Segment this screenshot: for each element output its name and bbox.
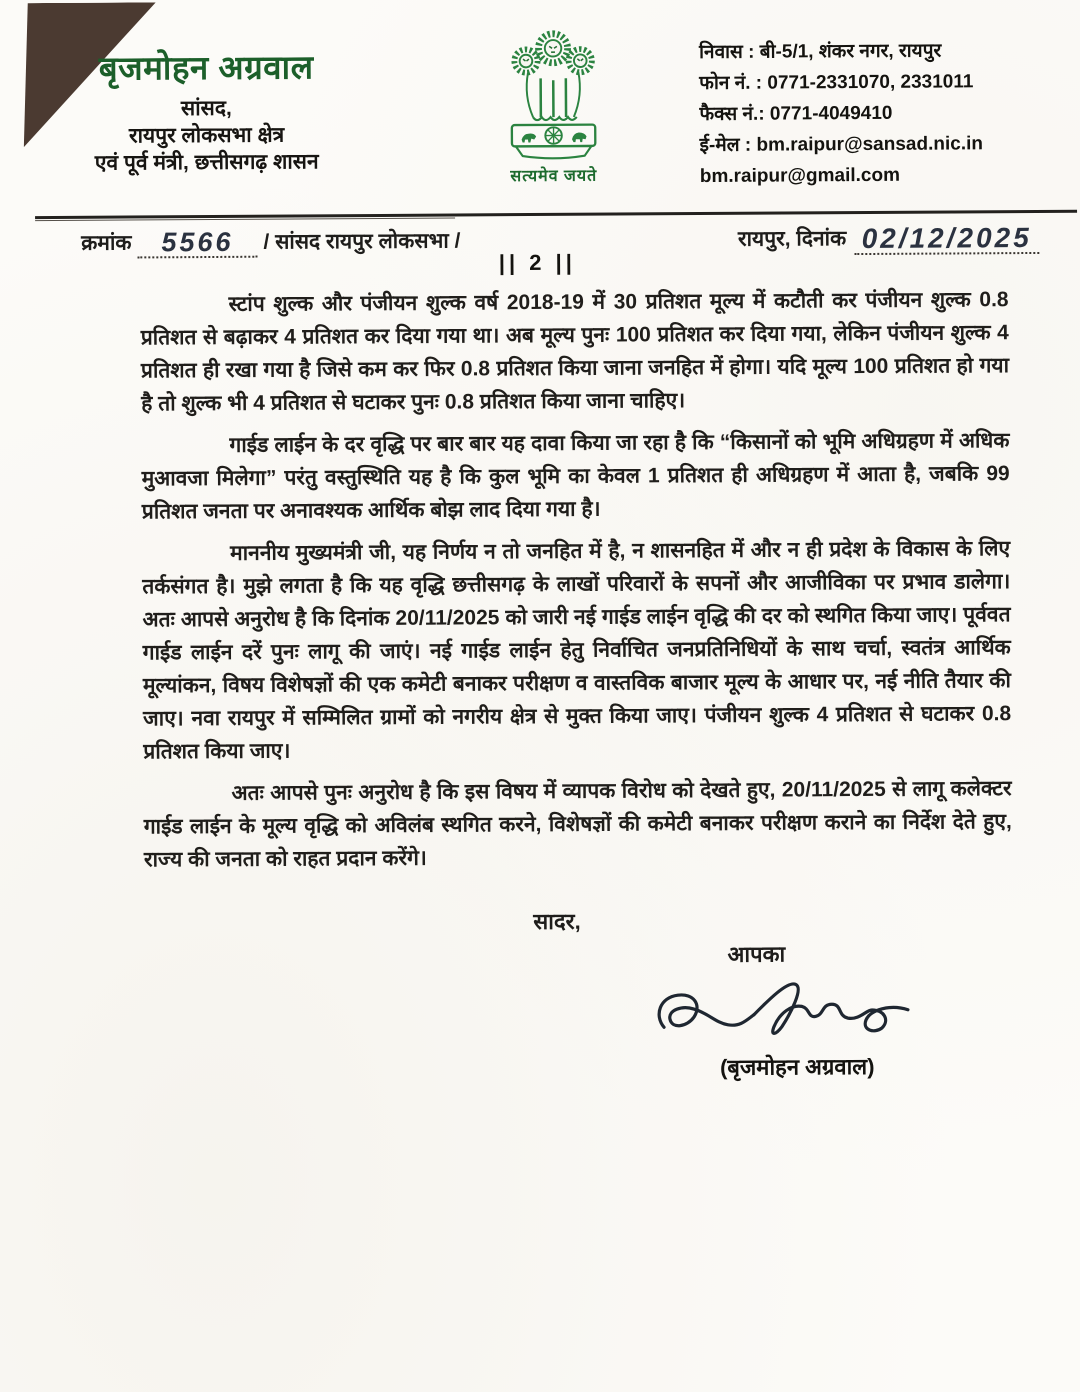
- signatory-name: (बृजमोहन अग्रवाल): [719, 1053, 875, 1080]
- place-date-label: रायपुर, दिनांक: [737, 227, 847, 251]
- reference-label: क्रमांक: [81, 231, 132, 255]
- header-divider: [35, 210, 1077, 219]
- contact-email-2: bm.raipur@gmail.com: [699, 164, 901, 188]
- reference-number-handwritten: 5566: [161, 226, 234, 258]
- national-emblem-block: [483, 21, 624, 186]
- ashoka-lion-capital-icon: [490, 22, 617, 163]
- paragraph-4: अतः आपसे पुनः अनुरोध है कि इस विषय में व्यापक विरोध को देखते हुए, 20/11/2025 से लागू कलेक्टर गाईड लाईन के मूल्य वृद्धि को अविलंब स्थगित करने, विशेषज्ञों की कमेटी बनाकर परीक्षण कराने का निर्देश देते हुए, राज्य की जनता को राहत प्रदान करेंगे।: [143, 777, 1012, 872]
- letterhead-contact-block: [699, 35, 1060, 192]
- date-handwritten: 02/12/2025: [861, 221, 1032, 255]
- letter-body: [141, 283, 1013, 885]
- letterhead-sender-block: [66, 43, 347, 177]
- contact-phone: फोन नं. : 0771-2331070, 2331011: [699, 71, 974, 95]
- paragraph-3: माननीय मुख्यमंत्री जी, यह निर्णय न तो जनहित में है, न शासनहित में और न ही प्रदेश के विकास के लिए तर्कसंगत है। मुझे लगता है कि यह वृद्धि छत्तीसगढ़ के लाखों परिवारों के सपनों और आजीविका पर प्रभाव डालेगा। अतः आपसे अनुरोध है कि दिनांक 20/11/2025 को जारी नई गाईड लाईन वृद्धि की दर को स्थगित किया जाए। पूर्ववत गाईड लाईन दरें पुनः लागू की जाएं। नई गाईड लाईन हेतु निर्वाचित जनप्रतिनिधियों के साथ चर्चा, स्वतंत्र आर्थिक मूल्यांकन, विषय विशेषज्ञों की एक कमेटी बनाकर परीक्षण व वास्तविक बाजार मूल्य के आधार पर, नई नीति तैयार की जाए। नवा रायपुर में सम्मिलित ग्रामों को नगरीय क्षेत्र से मुक्त किया जाए। पंजीयन शुल्क 4 प्रतिशत से घटाकर 0.8 प्रतिशत किया जाए।: [142, 537, 1012, 764]
- closing-yours: आपका: [727, 941, 786, 967]
- contact-fax: फैक्स नं.: 0771-4049410: [699, 102, 893, 126]
- closing-regards: सादर,: [533, 908, 581, 935]
- contact-email-1: ई-मेल : bm.raipur@sansad.nic.in: [699, 133, 984, 157]
- handwritten-signature-icon: [650, 970, 921, 1057]
- paragraph-2: गाईड लाईन के दर वृद्धि पर बार बार यह दावा किया जा रहा है कि “किसानों को भूमि अधिग्रहण में अधिक मुआवजा मिलेगा” परंतु वस्तुस्थिति यह है कि कुल भूमि का केवल 1 प्रतिशत ही अधिग्रहण में आता है, जबकि 99 प्रतिशत जनता पर अनावश्यक आर्थिक बोझ लाद दिया गया है।: [141, 429, 1010, 524]
- page-number-marker: || 2 ||: [498, 249, 576, 276]
- sender-title-1: सांसद,: [180, 96, 232, 121]
- paragraph-1: स्टांप शुल्क और पंजीयन शुल्क वर्ष 2018-19 में 30 प्रतिशत मूल्य में कटौती कर पंजीयन शुल्क 0.8 प्रतिशत से बढ़ाकर 4 प्रतिशत कर दिया गया था। अब मूल्य पुनः 100 प्रतिशत कर दिया गया, लेकिन पंजीयन शुल्क 4 प्रतिशत ही रखा गया है जिसे कम कर फिर 0.8 प्रतिशत किया जाना जनहित में होगा। यदि मूल्य 100 प्रतिशत हो गया है तो शुल्क भी 4 प्रतिशत से घटाकर पुनः 0.8 प्रतिशत किया जाना चाहिए।: [140, 288, 1010, 416]
- reference-suffix: / सांसद रायपुर लोकसभा /: [263, 229, 461, 254]
- emblem-caption: सत्यमेव जयते: [510, 167, 598, 186]
- sender-name: बृजमोहन अग्रवाल: [98, 48, 314, 87]
- sender-title-3: एवं पूर्व मंत्री, छत्तीसगढ़ शासन: [94, 150, 319, 175]
- sender-title-2: रायपुर लोकसभा क्षेत्र: [128, 123, 285, 148]
- contact-residence: निवास : बी-5/1, शंकर नगर, रायपुर: [699, 40, 942, 64]
